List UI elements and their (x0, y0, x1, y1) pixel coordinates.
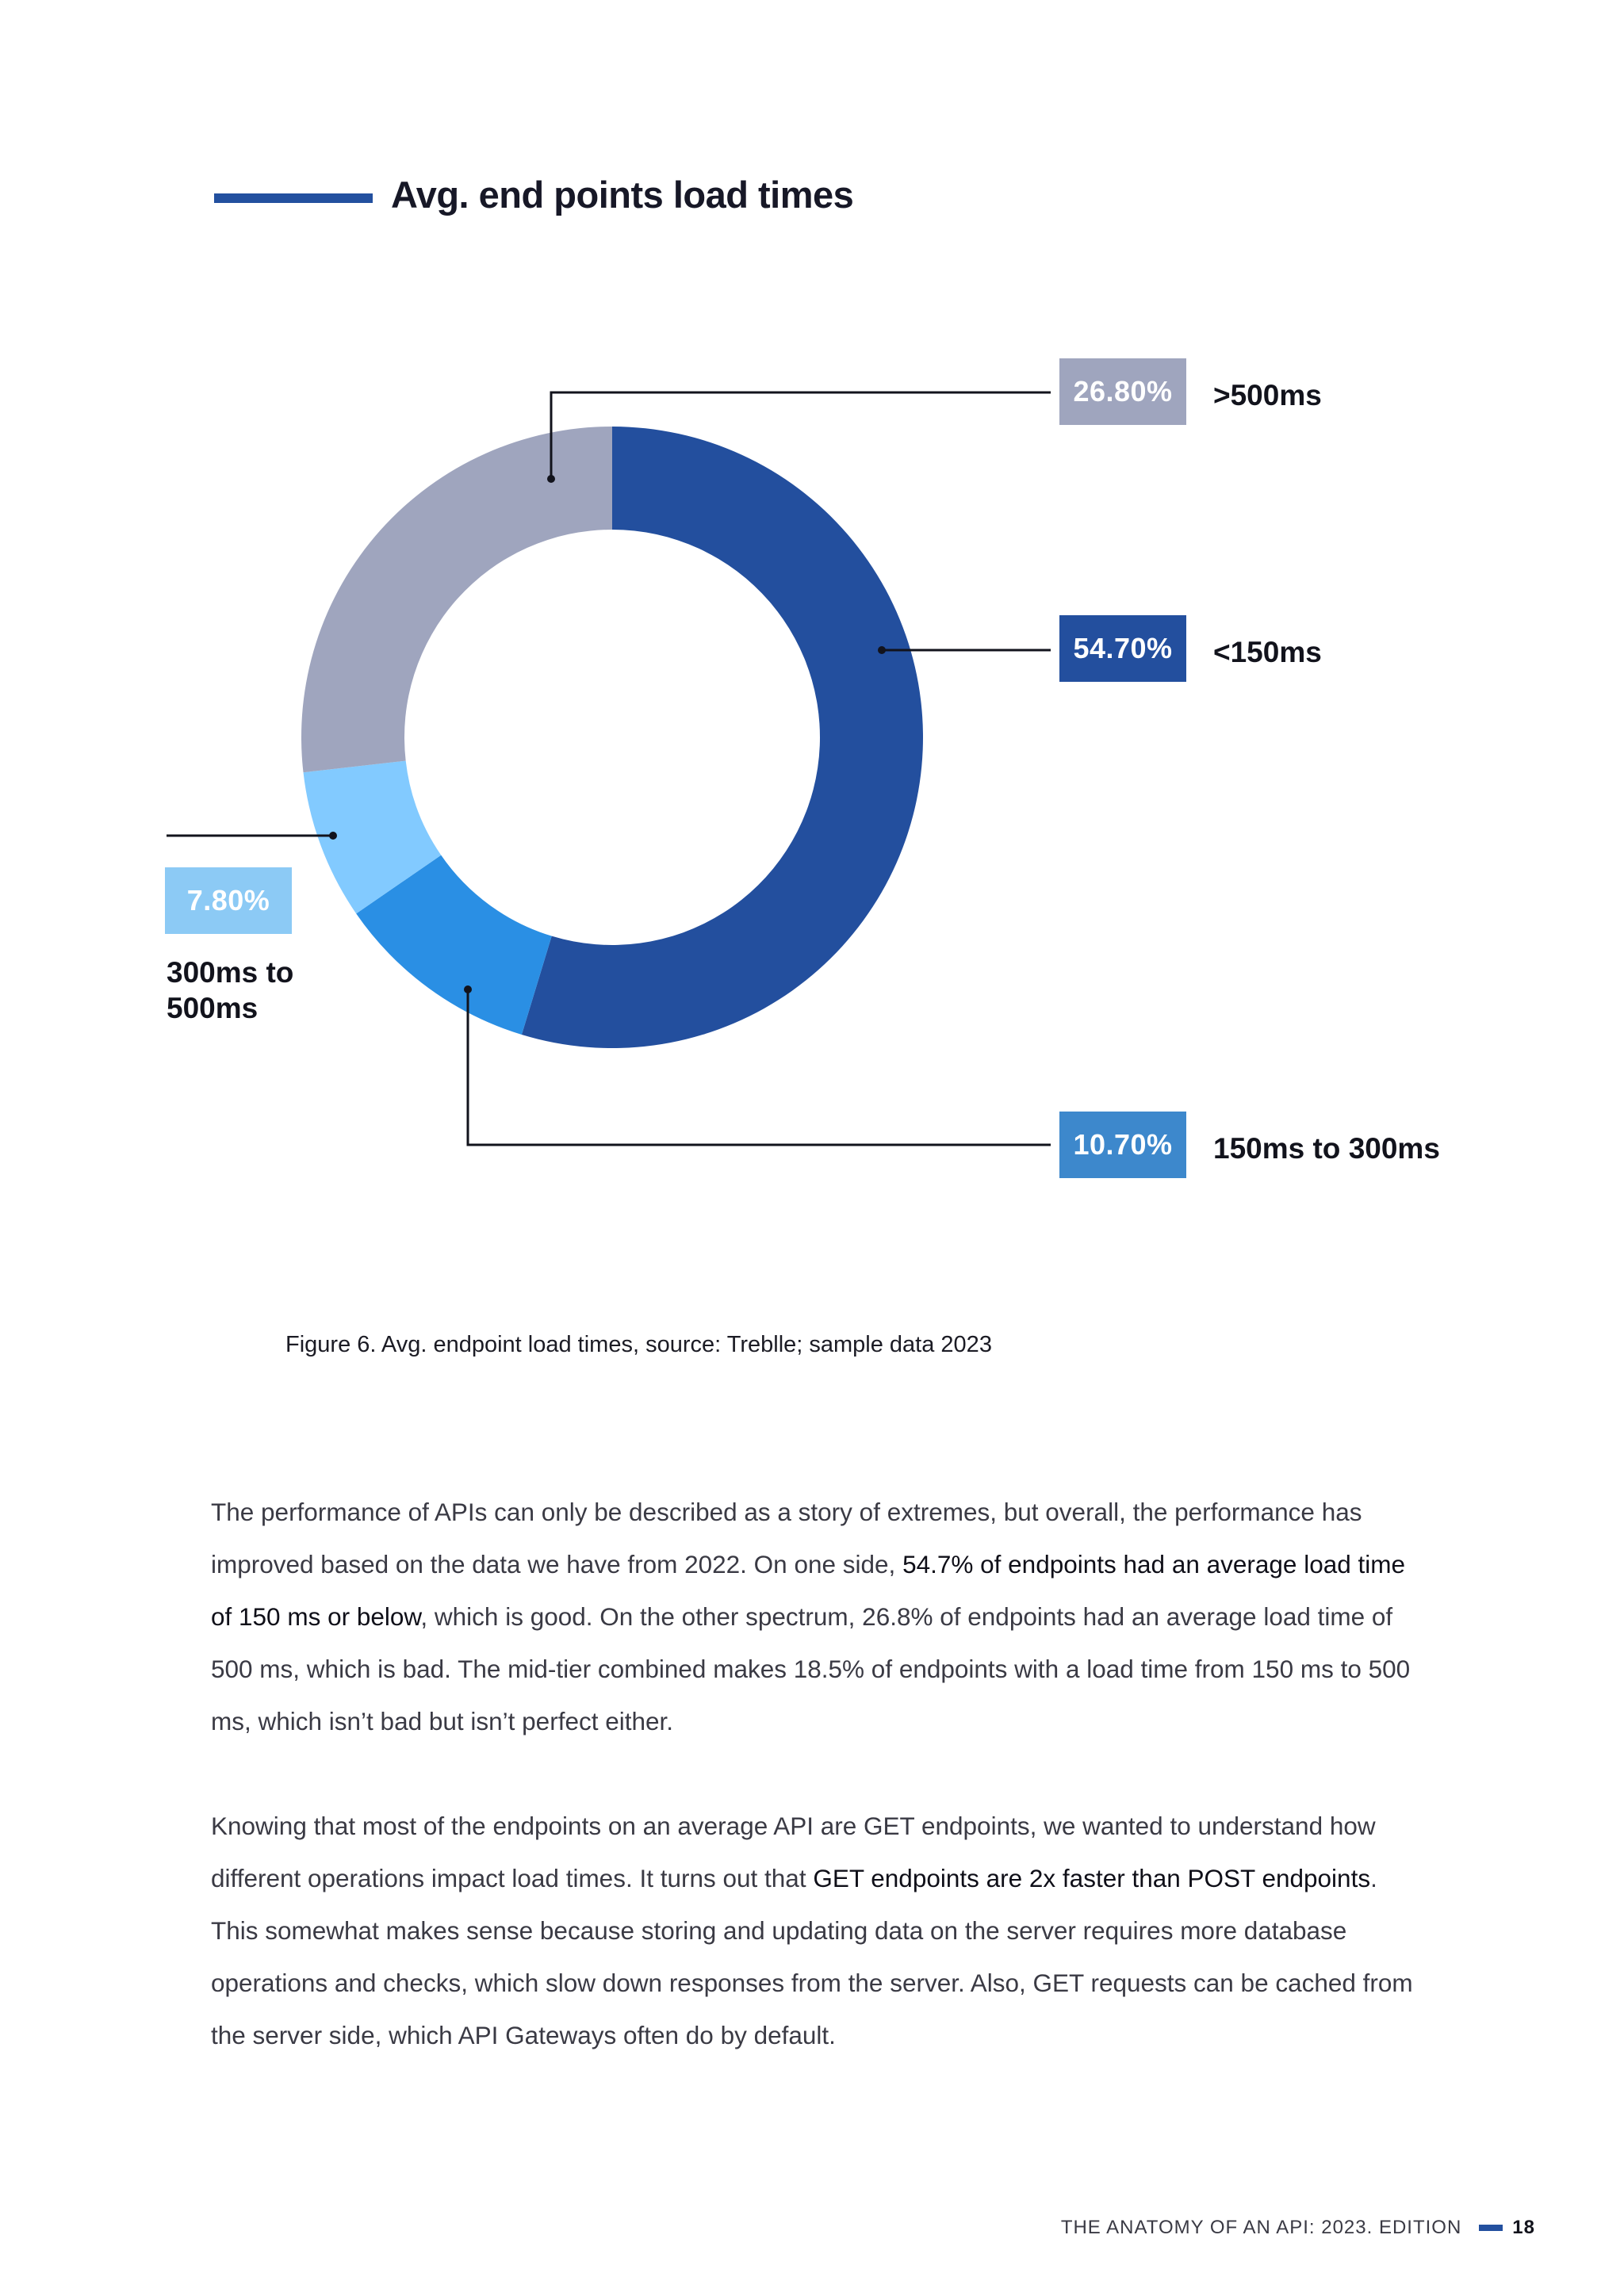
value-box-300-to-500ms: 7.80% (165, 867, 292, 934)
category-label-over-500ms: >500ms (1213, 379, 1322, 411)
p1-text-a: The performance of APIs can only be described as a story of extremes, but overall, the performance has improved based on the data we have from 2022. On one side, (211, 1498, 1362, 1578)
category-label-under-150ms: <150ms (1213, 636, 1322, 668)
category-label-150-to-300ms: 150ms to 300ms (1213, 1132, 1440, 1165)
leader-150-to-300ms-dot (464, 985, 472, 993)
value-box-over-500ms: 26.80% (1059, 358, 1186, 425)
value-box-under-150ms: 54.70% (1059, 615, 1186, 682)
value-box-150-to-300ms: 10.70% (1059, 1112, 1186, 1178)
chart-title: Avg. end points load times (391, 174, 854, 216)
title-accent-bar (214, 193, 373, 203)
p1-text-c: , which is good. On the other spectrum, 26.8% of endpoints had an average load time of 500 ms, which is bad. The mid-tier combined makes 18.5% of endpoints with a load time from 150 ms to 500 ms, which isn’t bad but isn’t perfect either. (211, 1602, 1411, 1735)
leader-over-500ms-dot (547, 475, 555, 483)
leader-under-150ms-dot (878, 646, 886, 654)
page-number: 18 (1512, 2217, 1535, 2238)
category-label-300-to-500ms: 300ms to 500ms (167, 956, 294, 1024)
footer-text: THE ANATOMY OF AN API: 2023. EDITION (1060, 2217, 1462, 2238)
donut-chart (0, 301, 1624, 1237)
p1-highlight: 54.7% of endpoints had an average load time of 150 ms or below (211, 1550, 1406, 1631)
body-paragraph-2 (211, 1800, 1424, 2061)
p2-text-a: Knowing that most of the endpoints on an average API are GET endpoints, we wanted to understand how different operations impact load times. It turns out that (211, 1812, 1376, 1892)
p2-text-c: . This somewhat makes sense because storing and updating data on the server requires more database operations and checks, which slow down responses from the server. Also, GET requests can be cached from the server side, which API Gateways often do by default. (211, 1864, 1413, 2049)
figure-caption: Figure 6. Avg. endpoint load times, source: Treblle; sample data 2023 (285, 1332, 992, 1357)
donut-slice--500ms (301, 427, 612, 772)
leader-300-to-500ms-dot (329, 832, 337, 840)
footer-accent-bar (1479, 2225, 1503, 2231)
p2-highlight: GET endpoints are 2x faster than POST endpoints (813, 1864, 1371, 1892)
body-paragraph-1 (211, 1486, 1424, 1747)
page-footer (1061, 2217, 1535, 2239)
